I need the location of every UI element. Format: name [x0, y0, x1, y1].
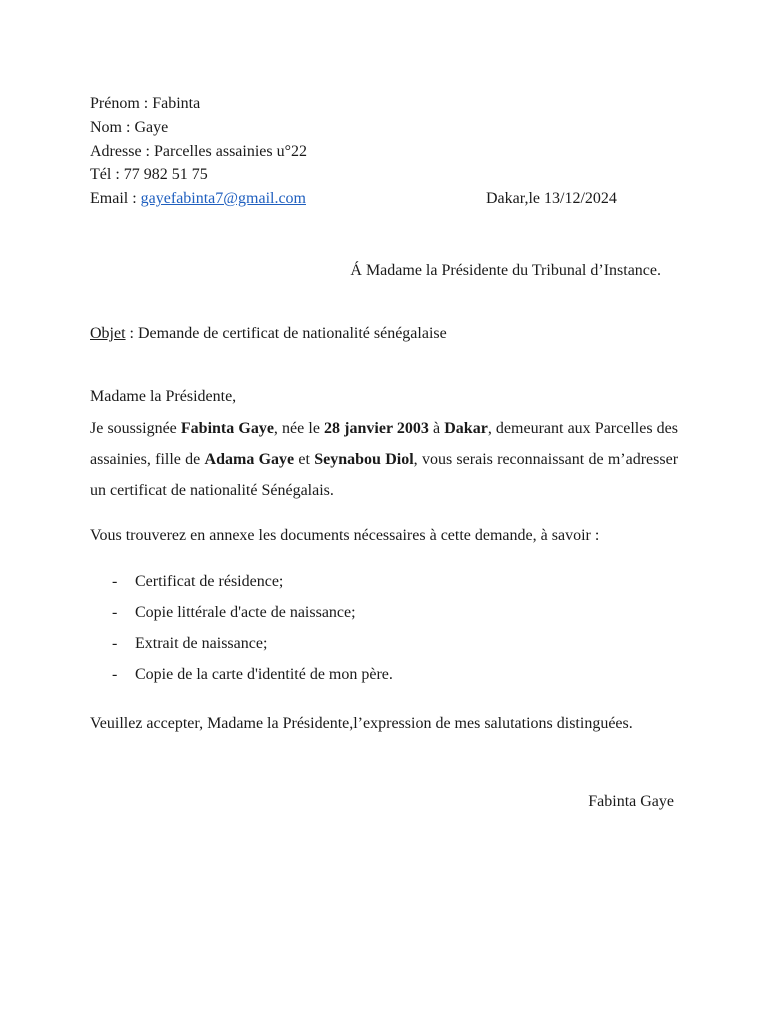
signature: Fabinta Gaye: [588, 793, 674, 810]
recipient-line: Á Madame la Présidente du Tribunal d’Instance.: [350, 262, 661, 279]
list-item: [90, 572, 393, 603]
body-paragraph-request: [90, 413, 678, 506]
annex-intro: Vous trouverez en annexe les documents nécessaires à cette demande, à savoir :: [90, 527, 600, 544]
list-dash: -: [112, 604, 118, 621]
para-text: et: [294, 451, 315, 468]
object-label: Objet: [90, 325, 126, 342]
document-item: Copie littérale d'acte de naissance;: [135, 604, 356, 621]
place-date: Dakar,le 13/12/2024: [486, 190, 617, 207]
closing-paragraph: Veuillez accepter, Madame la Présidente,l’expression de mes salutations distinguées.: [90, 715, 633, 732]
document-item: Copie de la carte d'identité de mon père.: [135, 666, 393, 683]
document-item: Extrait de naissance;: [135, 635, 268, 652]
list-dash: -: [112, 573, 118, 590]
list-item: [90, 603, 393, 634]
sender-last-name: Nom : Gaye: [90, 119, 169, 136]
para-text: , demeurant aux Parcelles des assainies, fille de: [90, 420, 679, 468]
sender-email-line: [90, 189, 306, 209]
applicant-name: Fabinta Gaye: [180, 420, 274, 437]
para-text: à: [428, 420, 445, 437]
para-text: , vous serais reconnaissant de m’adresser un certificat de nationalité Sénégalais.: [90, 451, 679, 499]
para-text: Je soussignée: [90, 420, 181, 437]
father-name: Adama Gaye: [204, 451, 295, 468]
birth-date: 28 janvier 2003: [324, 420, 429, 437]
sender-first-name: Prénom : Fabinta: [90, 95, 201, 112]
documents-list: [90, 572, 393, 696]
email-link[interactable]: gayefabinta7@gmail.com: [140, 190, 306, 207]
greeting: Madame la Présidente,: [90, 388, 237, 405]
list-dash: -: [112, 635, 118, 652]
object-text: : Demande de certificat de nationalité sénégalaise: [125, 325, 447, 342]
email-label: Email :: [90, 190, 141, 207]
document-item: Certificat de résidence;: [135, 573, 284, 590]
sender-address: Adresse : Parcelles assainies u°22: [90, 143, 308, 160]
para-text: , née le: [273, 420, 325, 437]
mother-name: Seynabou Diol: [314, 451, 414, 468]
birth-place: Dakar: [444, 420, 488, 437]
list-item: [90, 634, 393, 665]
object-line: [90, 324, 447, 344]
sender-phone: Tél : 77 982 51 75: [90, 166, 208, 183]
list-dash: -: [112, 666, 118, 683]
list-item: [90, 665, 393, 696]
